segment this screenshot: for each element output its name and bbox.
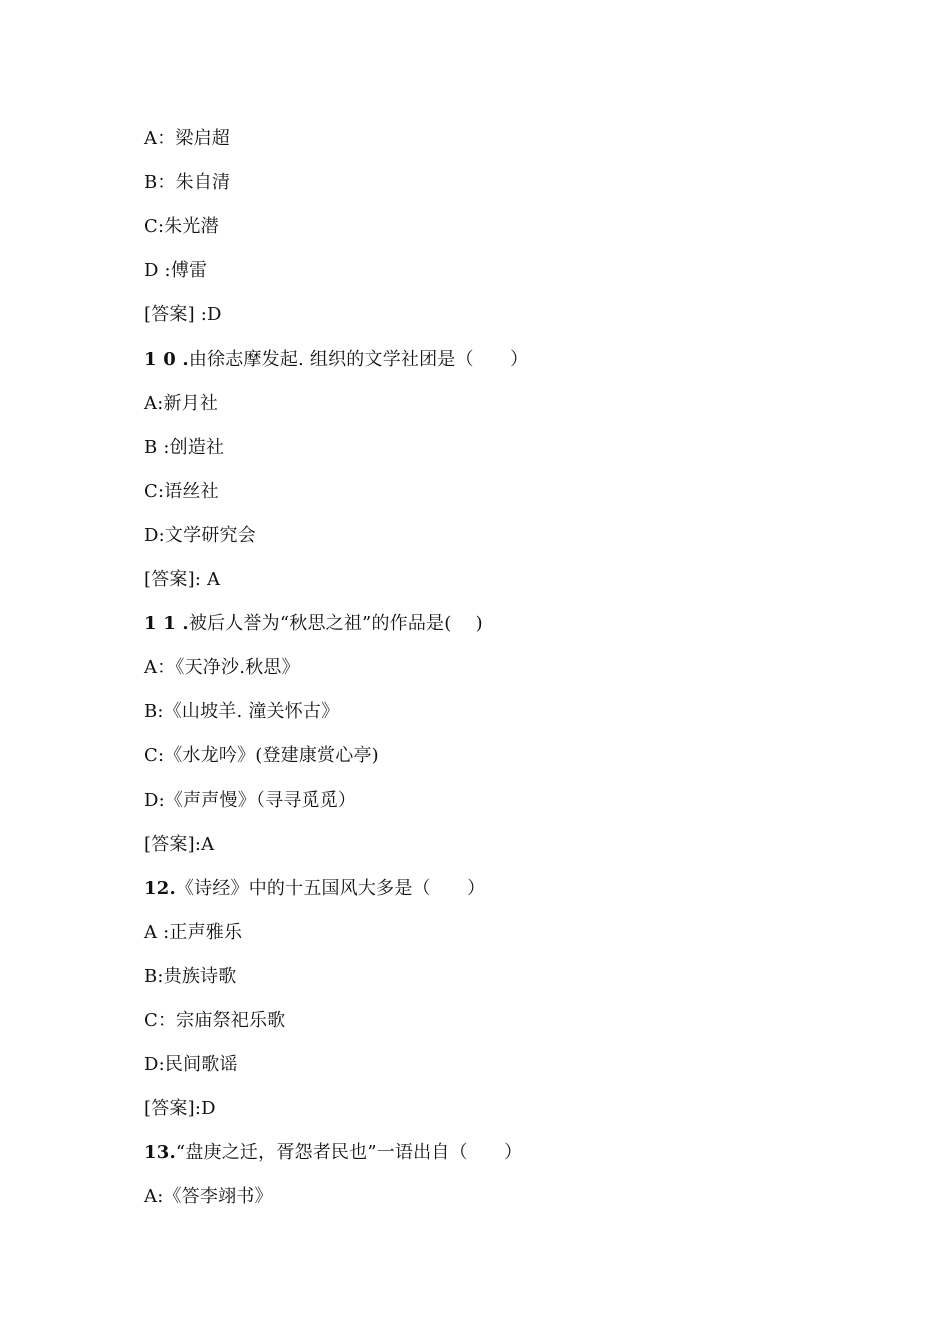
question-text: 《诗经》中的十五国风大多是（ ） bbox=[175, 878, 486, 899]
option-line: B :创造社 bbox=[144, 437, 225, 458]
answer-line: [答案]: A bbox=[144, 569, 221, 590]
question-text: “盘庚之迁，胥怨者民也”一语出自（ ） bbox=[175, 1142, 523, 1163]
question-number: 1 1 . bbox=[144, 613, 189, 634]
question-number: 12. bbox=[144, 878, 176, 899]
option-line: D:民间歌谣 bbox=[144, 1054, 238, 1075]
question-number: 13. bbox=[144, 1142, 176, 1163]
answer-line: [答案] :D bbox=[144, 304, 222, 325]
answer-line: [答案]:A bbox=[144, 834, 215, 855]
question-line bbox=[144, 609, 483, 639]
question-text: 由徐志摩发起. 组织的文学社团是（ ） bbox=[188, 349, 529, 370]
option-line: A:《答李翊书》 bbox=[144, 1186, 273, 1207]
question-line bbox=[144, 874, 485, 904]
question-line bbox=[144, 345, 528, 375]
answer-line: [答案]:D bbox=[144, 1098, 216, 1119]
option-line: B:《山坡羊. 潼关怀古》 bbox=[144, 701, 340, 722]
option-line: A :正声雅乐 bbox=[144, 922, 243, 943]
option-line: C:朱光潜 bbox=[144, 216, 219, 237]
question-text: 被后人誉为“秋思之祖”的作品是( ) bbox=[188, 613, 483, 634]
option-line: D:《声声慢》（寻寻觅觅） bbox=[144, 790, 357, 811]
option-line: C:《水龙吟》(登建康赏心亭) bbox=[144, 745, 379, 766]
option-line: C：宗庙祭祀乐歌 bbox=[144, 1010, 286, 1031]
option-line: A：梁启超 bbox=[144, 128, 230, 149]
option-line: B：朱自清 bbox=[144, 172, 231, 193]
option-line: C:语丝社 bbox=[144, 481, 219, 502]
option-line: A:新月社 bbox=[144, 393, 219, 414]
question-number: 1 0 . bbox=[144, 349, 189, 370]
option-line: B:贵族诗歌 bbox=[144, 966, 237, 987]
option-line: A：《天净沙.秋思》 bbox=[144, 657, 300, 678]
option-line: D:文学研究会 bbox=[144, 525, 256, 546]
option-line: D :傅雷 bbox=[144, 260, 208, 281]
question-line bbox=[144, 1138, 522, 1168]
